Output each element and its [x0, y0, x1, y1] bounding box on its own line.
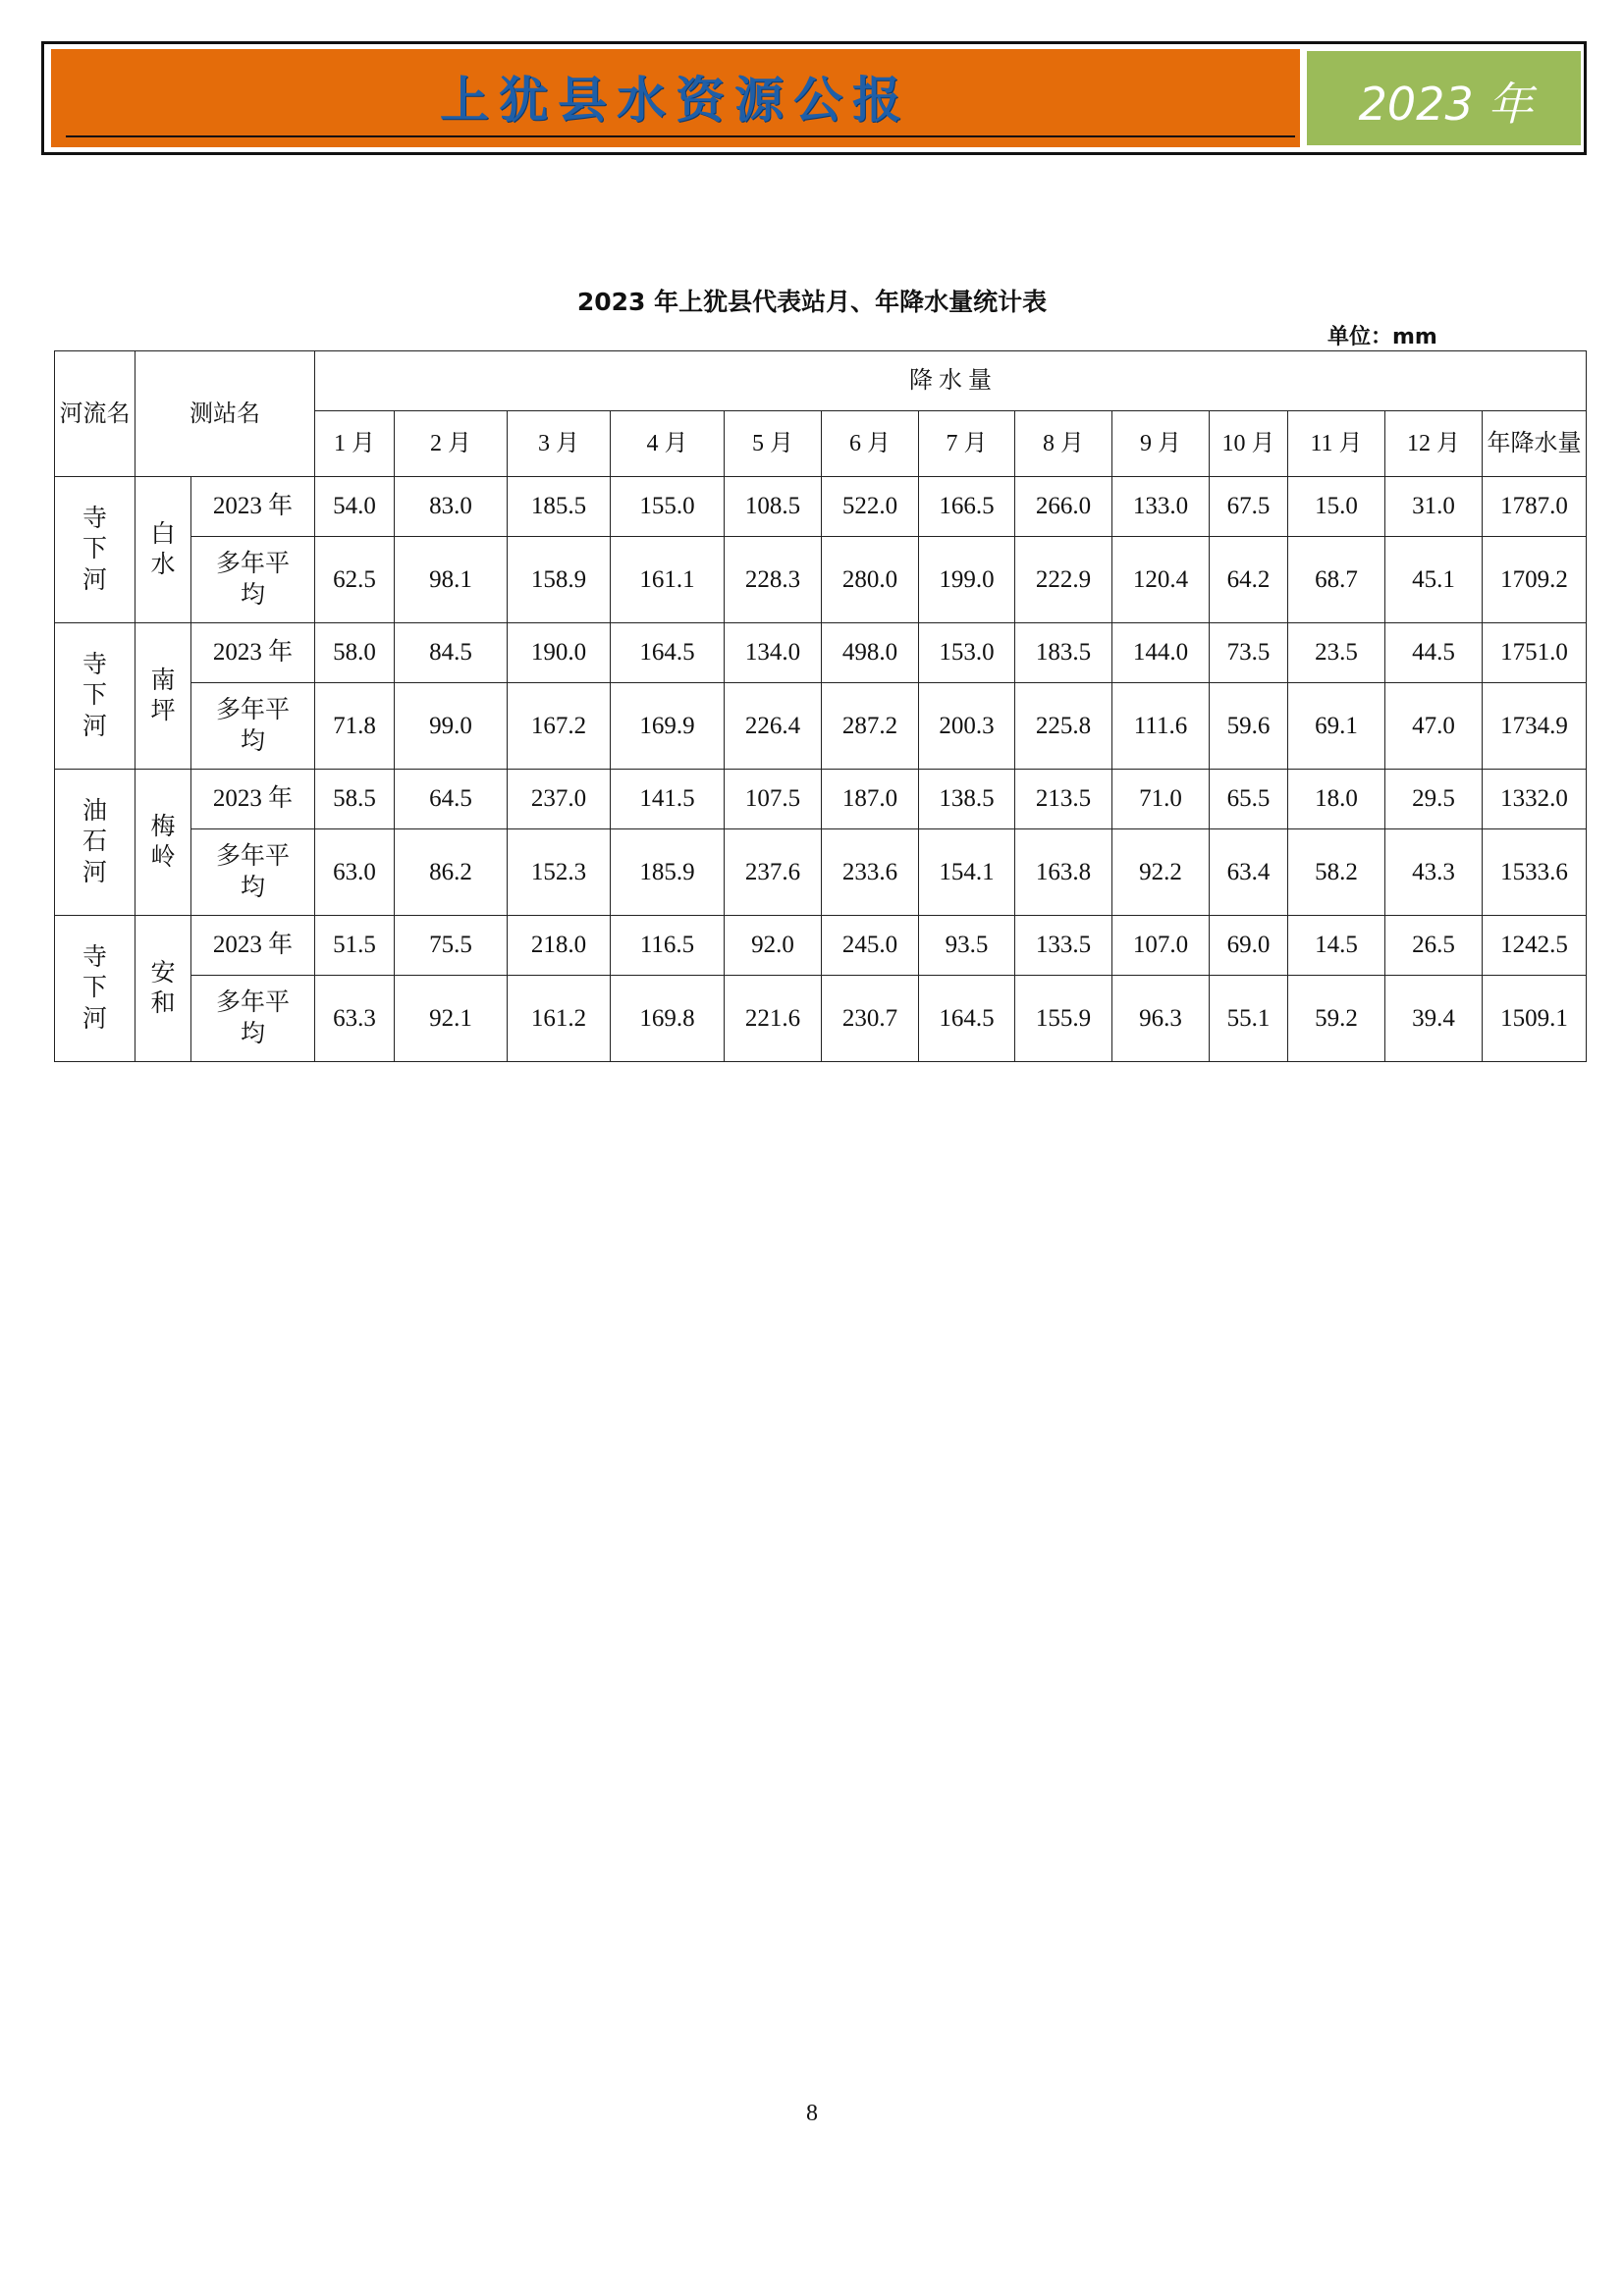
month-value-cell: 230.7 — [822, 976, 919, 1062]
month-value-cell: 58.5 — [315, 770, 395, 829]
month-value-cell: 164.5 — [919, 976, 1015, 1062]
month-value-cell: 144.0 — [1112, 623, 1210, 683]
month-value-cell: 64.2 — [1210, 537, 1288, 623]
month-value-cell: 213.5 — [1015, 770, 1112, 829]
header-year-panel — [1305, 49, 1583, 147]
month-value-cell: 280.0 — [822, 537, 919, 623]
month-value-cell: 287.2 — [822, 683, 919, 770]
month-value-cell: 93.5 — [919, 916, 1015, 976]
month-value-cell: 498.0 — [822, 623, 919, 683]
month-value-cell: 45.1 — [1385, 537, 1483, 623]
annual-value-cell: 1533.6 — [1483, 829, 1587, 916]
row-label: 多年平均 — [191, 537, 315, 623]
month-value-cell: 98.1 — [395, 537, 508, 623]
annual-value-cell: 1709.2 — [1483, 537, 1587, 623]
month-value-cell: 185.5 — [508, 477, 611, 537]
month-value-cell: 71.8 — [315, 683, 395, 770]
month-header: 2 月 — [395, 411, 508, 477]
precip-header: 降 水 量 — [315, 351, 1587, 411]
month-value-cell: 29.5 — [1385, 770, 1483, 829]
month-header: 8 月 — [1015, 411, 1112, 477]
month-value-cell: 84.5 — [395, 623, 508, 683]
month-value-cell: 18.0 — [1288, 770, 1385, 829]
month-value-cell: 65.5 — [1210, 770, 1288, 829]
report-title: 上犹县水资源公报 — [440, 71, 911, 129]
table-row — [55, 537, 1587, 623]
month-value-cell: 58.2 — [1288, 829, 1385, 916]
month-value-cell: 51.5 — [315, 916, 395, 976]
month-header: 1 月 — [315, 411, 395, 477]
month-value-cell: 163.8 — [1015, 829, 1112, 916]
month-value-cell: 167.2 — [508, 683, 611, 770]
month-value-cell: 43.3 — [1385, 829, 1483, 916]
month-value-cell: 228.3 — [725, 537, 822, 623]
month-value-cell: 86.2 — [395, 829, 508, 916]
month-value-cell: 39.4 — [1385, 976, 1483, 1062]
report-year: 2023 年 — [1358, 78, 1534, 131]
month-value-cell: 63.0 — [315, 829, 395, 916]
month-value-cell: 522.0 — [822, 477, 919, 537]
table-row — [55, 683, 1587, 770]
month-value-cell: 107.5 — [725, 770, 822, 829]
month-value-cell: 99.0 — [395, 683, 508, 770]
month-value-cell: 161.1 — [611, 537, 725, 623]
table-row — [55, 976, 1587, 1062]
month-value-cell: 153.0 — [919, 623, 1015, 683]
month-value-cell: 47.0 — [1385, 683, 1483, 770]
month-value-cell: 166.5 — [919, 477, 1015, 537]
month-value-cell: 169.9 — [611, 683, 725, 770]
month-value-cell: 73.5 — [1210, 623, 1288, 683]
annual-value-cell: 1787.0 — [1483, 477, 1587, 537]
table-title: 2023 年上犹县代表站月、年降水量统计表 — [576, 288, 1048, 316]
month-value-cell: 116.5 — [611, 916, 725, 976]
month-value-cell: 237.6 — [725, 829, 822, 916]
header-rule — [66, 135, 1295, 137]
month-value-cell: 237.0 — [508, 770, 611, 829]
month-value-cell: 107.0 — [1112, 916, 1210, 976]
month-header: 5 月 — [725, 411, 822, 477]
month-value-cell: 63.3 — [315, 976, 395, 1062]
table-row — [55, 770, 1587, 829]
month-value-cell: 154.1 — [919, 829, 1015, 916]
table-row — [55, 623, 1587, 683]
month-value-cell: 15.0 — [1288, 477, 1385, 537]
month-value-cell: 23.5 — [1288, 623, 1385, 683]
station-cell: 南坪 — [135, 623, 191, 770]
month-header: 9 月 — [1112, 411, 1210, 477]
month-value-cell: 108.5 — [725, 477, 822, 537]
month-value-cell: 31.0 — [1385, 477, 1483, 537]
row-label: 2023 年 — [191, 916, 315, 976]
month-value-cell: 111.6 — [1112, 683, 1210, 770]
station-cell: 安和 — [135, 916, 191, 1062]
month-value-cell: 225.8 — [1015, 683, 1112, 770]
month-header: 11 月 — [1288, 411, 1385, 477]
month-value-cell: 26.5 — [1385, 916, 1483, 976]
month-value-cell: 75.5 — [395, 916, 508, 976]
river-header — [55, 351, 135, 477]
month-value-cell: 58.0 — [315, 623, 395, 683]
header-title-panel — [51, 49, 1300, 147]
month-value-cell: 221.6 — [725, 976, 822, 1062]
month-value-cell: 155.0 — [611, 477, 725, 537]
row-label: 多年平均 — [191, 683, 315, 770]
month-value-cell: 190.0 — [508, 623, 611, 683]
annual-value-cell: 1751.0 — [1483, 623, 1587, 683]
month-value-cell: 133.5 — [1015, 916, 1112, 976]
annual-value-cell: 1242.5 — [1483, 916, 1587, 976]
month-value-cell: 14.5 — [1288, 916, 1385, 976]
annual-header: 年降水量 — [1483, 411, 1587, 477]
month-header: 12 月 — [1385, 411, 1483, 477]
row-label: 2023 年 — [191, 770, 315, 829]
table-row — [55, 829, 1587, 916]
month-value-cell: 133.0 — [1112, 477, 1210, 537]
month-value-cell: 222.9 — [1015, 537, 1112, 623]
month-value-cell: 187.0 — [822, 770, 919, 829]
month-header: 6 月 — [822, 411, 919, 477]
month-value-cell: 138.5 — [919, 770, 1015, 829]
row-label: 2023 年 — [191, 477, 315, 537]
month-value-cell: 44.5 — [1385, 623, 1483, 683]
river-cell: 寺下河 — [55, 477, 135, 623]
month-value-cell: 164.5 — [611, 623, 725, 683]
month-value-cell: 161.2 — [508, 976, 611, 1062]
month-value-cell: 62.5 — [315, 537, 395, 623]
month-value-cell: 169.8 — [611, 976, 725, 1062]
month-value-cell: 83.0 — [395, 477, 508, 537]
month-value-cell: 226.4 — [725, 683, 822, 770]
month-value-cell: 59.2 — [1288, 976, 1385, 1062]
unit-label: 单位：mm — [1327, 325, 1437, 349]
month-value-cell: 55.1 — [1210, 976, 1288, 1062]
month-value-cell: 183.5 — [1015, 623, 1112, 683]
table-row — [55, 477, 1587, 537]
month-header: 10 月 — [1210, 411, 1288, 477]
station-cell: 梅岭 — [135, 770, 191, 916]
row-label: 多年平均 — [191, 829, 315, 916]
month-value-cell: 59.6 — [1210, 683, 1288, 770]
month-value-cell: 245.0 — [822, 916, 919, 976]
precipitation-table — [54, 350, 1587, 1062]
month-value-cell: 155.9 — [1015, 976, 1112, 1062]
river-cell: 寺下河 — [55, 623, 135, 770]
month-header: 7 月 — [919, 411, 1015, 477]
annual-value-cell: 1509.1 — [1483, 976, 1587, 1062]
header-banner — [41, 41, 1587, 155]
station-cell: 白水 — [135, 477, 191, 623]
month-value-cell: 71.0 — [1112, 770, 1210, 829]
row-label: 多年平均 — [191, 976, 315, 1062]
month-value-cell: 63.4 — [1210, 829, 1288, 916]
month-value-cell: 67.5 — [1210, 477, 1288, 537]
month-value-cell: 69.0 — [1210, 916, 1288, 976]
month-value-cell: 92.1 — [395, 976, 508, 1062]
month-value-cell: 185.9 — [611, 829, 725, 916]
table-row — [55, 916, 1587, 976]
month-value-cell: 120.4 — [1112, 537, 1210, 623]
month-value-cell: 64.5 — [395, 770, 508, 829]
month-value-cell: 96.3 — [1112, 976, 1210, 1062]
month-value-cell: 69.1 — [1288, 683, 1385, 770]
month-header: 3 月 — [508, 411, 611, 477]
month-value-cell: 92.2 — [1112, 829, 1210, 916]
station-header: 测站名 — [135, 351, 315, 477]
month-value-cell: 141.5 — [611, 770, 725, 829]
annual-value-cell: 1734.9 — [1483, 683, 1587, 770]
row-label: 2023 年 — [191, 623, 315, 683]
month-value-cell: 199.0 — [919, 537, 1015, 623]
month-value-cell: 68.7 — [1288, 537, 1385, 623]
month-value-cell: 152.3 — [508, 829, 611, 916]
month-header: 4 月 — [611, 411, 725, 477]
annual-value-cell: 1332.0 — [1483, 770, 1587, 829]
month-value-cell: 158.9 — [508, 537, 611, 623]
month-value-cell: 134.0 — [725, 623, 822, 683]
month-value-cell: 54.0 — [315, 477, 395, 537]
month-value-cell: 233.6 — [822, 829, 919, 916]
river-header-label: 河流名 — [59, 400, 131, 427]
river-cell: 油石河 — [55, 770, 135, 916]
month-value-cell: 266.0 — [1015, 477, 1112, 537]
month-value-cell: 218.0 — [508, 916, 611, 976]
month-value-cell: 200.3 — [919, 683, 1015, 770]
month-value-cell: 92.0 — [725, 916, 822, 976]
page-number: 8 — [806, 2101, 818, 2126]
river-cell: 寺下河 — [55, 916, 135, 1062]
